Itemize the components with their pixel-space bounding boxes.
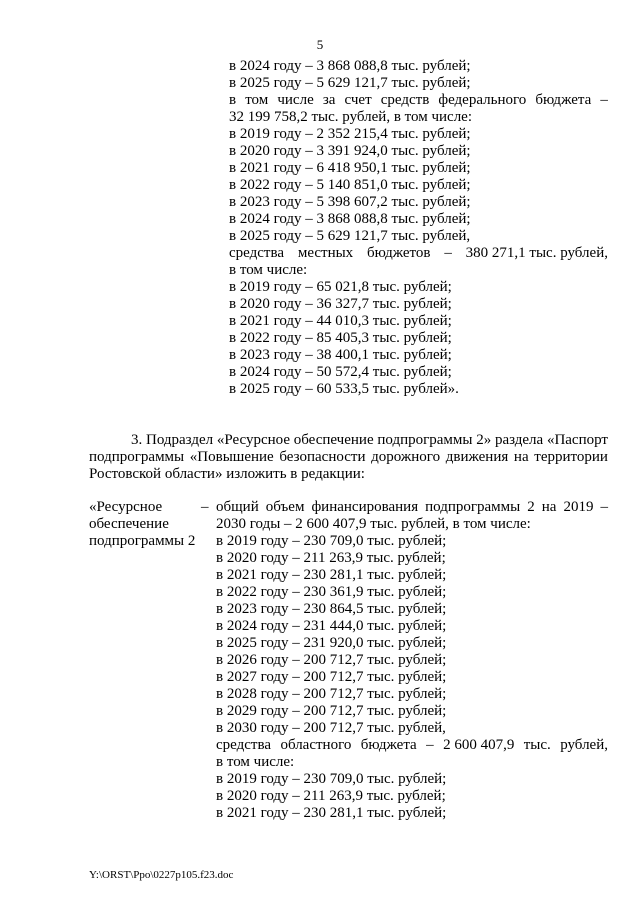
subprogram-year-line: в 2024 году – 231 444,0 тыс. рублей;	[216, 618, 447, 634]
word: –	[600, 92, 608, 108]
word: раздела	[494, 432, 544, 448]
word: 3.	[131, 432, 143, 448]
subprogram-year-line: в 2021 году – 230 281,1 тыс. рублей;	[216, 567, 447, 583]
federal-year-line: в 2020 году – 3 391 924,0 тыс. рублей;	[229, 143, 471, 159]
word: федерального	[438, 92, 527, 108]
subprogram-year-line: в 2023 году – 230 864,5 тыс. рублей;	[216, 601, 447, 617]
word: 2019	[563, 499, 594, 515]
subprogram-year-line: в 2027 году – 200 712,7 тыс. рублей;	[216, 669, 447, 685]
word: 2	[527, 499, 535, 515]
regional-sub: в том числе:	[216, 754, 295, 770]
word: том	[245, 92, 269, 108]
word: бюджета	[360, 737, 417, 753]
resource-label: подпрограммы 2	[89, 533, 196, 549]
federal-year-line: в 2021 году – 6 418 950,1 тыс. рублей;	[229, 160, 471, 176]
word: объем	[265, 499, 305, 515]
word: –	[426, 737, 434, 753]
word: общий	[216, 499, 259, 515]
subprogram-year-line: в 2026 году – 200 712,7 тыс. рублей;	[216, 652, 447, 668]
local-year-line: в 2020 году – 36 327,7 тыс. рублей;	[229, 296, 452, 312]
word: «Повышение	[189, 449, 274, 465]
local-year-line: в 2023 году – 38 400,1 тыс. рублей;	[229, 347, 452, 363]
local-year-line: в 2019 году – 65 021,8 тыс. рублей;	[229, 279, 452, 295]
section3-line2	[89, 449, 608, 466]
word: безопасности	[279, 449, 366, 465]
subprogram-year-line: в 2025 году – 231 920,0 тыс. рублей;	[216, 635, 447, 651]
local-year-line: в 2025 году – 60 533,5 тыс. рублей».	[229, 381, 459, 397]
subprogram-year-line: в 2019 году – 230 709,0 тыс. рублей;	[216, 533, 447, 549]
word: на	[541, 499, 557, 515]
word: местных	[297, 245, 354, 261]
word: –	[600, 499, 608, 515]
file-path-footer: Y:\ORST\Ppo\0227p105.f23.doc	[89, 869, 234, 881]
word: подпрограммы	[89, 449, 185, 465]
federal-year-line: в 2022 году – 5 140 851,0 тыс. рублей;	[229, 177, 471, 193]
subprogram-year-line: в 2029 году – 200 712,7 тыс. рублей;	[216, 703, 447, 719]
section3-line1	[131, 432, 608, 449]
word: подпрограммы	[377, 432, 473, 448]
word: «Ресурсное	[216, 432, 291, 448]
word: подпрограммы	[425, 499, 521, 515]
section3-line3: Ростовской области» изложить в редакции:	[89, 466, 365, 482]
word: на	[513, 449, 529, 465]
word: –	[444, 245, 452, 261]
federal-year-line: в 2024 году – 3 868 088,8 тыс. рублей;	[229, 211, 471, 227]
word: 2»	[476, 432, 492, 448]
word: 380 271,1 тыс. рублей,	[465, 245, 608, 261]
word: обеспечение	[293, 432, 374, 448]
local-year-line: в 2022 году – 85 405,3 тыс. рублей;	[229, 330, 452, 346]
regional-heading	[216, 737, 608, 754]
subprogram-year-line: в 2022 году – 230 361,9 тыс. рублей;	[216, 584, 447, 600]
federal-year-line: в 2023 году – 5 398 607,2 тыс. рублей;	[229, 194, 471, 210]
word: счет	[344, 92, 372, 108]
word: «Паспорт	[546, 432, 608, 448]
funding-line: в 2025 году – 5 629 121,7 тыс. рублей;	[229, 75, 471, 91]
word: средства	[216, 737, 272, 753]
table-dash: –	[201, 499, 209, 515]
subprogram-year-line: в 2030 году – 200 712,7 тыс. рублей,	[216, 720, 446, 736]
local-heading	[229, 245, 608, 262]
word: бюджетов	[367, 245, 431, 261]
local-sub: в том числе:	[229, 262, 308, 278]
regional-year-line: в 2020 году – 211 263,9 тыс. рублей;	[216, 788, 446, 804]
word: территории	[534, 449, 608, 465]
regional-year-line: в 2021 году – 230 281,1 тыс. рублей;	[216, 805, 447, 821]
word: за	[322, 92, 336, 108]
word: рублей,	[560, 737, 608, 753]
federal-total: 32 199 758,2 тыс. рублей, в том числе:	[229, 109, 473, 125]
word: тыс.	[523, 737, 551, 753]
subprogram-year-line: в 2028 году – 200 712,7 тыс. рублей;	[216, 686, 447, 702]
resource-label: «Ресурсное	[89, 499, 163, 515]
total-line1	[216, 499, 608, 516]
word: Подраздел	[145, 432, 214, 448]
local-year-line: в 2024 году – 50 572,4 тыс. рублей;	[229, 364, 452, 380]
word: финансирования	[311, 499, 419, 515]
regional-year-line: в 2019 году – 230 709,0 тыс. рублей;	[216, 771, 447, 787]
word: областного	[280, 737, 352, 753]
word: числе	[277, 92, 314, 108]
funding-line: в 2024 году – 3 868 088,8 тыс. рублей;	[229, 58, 471, 74]
word: в	[229, 92, 237, 108]
word: средств	[380, 92, 430, 108]
word: средства	[229, 245, 285, 261]
subprogram-year-line: в 2020 году – 211 263,9 тыс. рублей;	[216, 550, 446, 566]
word: 2 600 407,9	[443, 737, 515, 753]
federal-heading	[229, 92, 608, 109]
local-year-line: в 2021 году – 44 010,3 тыс. рублей;	[229, 313, 452, 329]
word: движения	[445, 449, 509, 465]
resource-label: обеспечение	[89, 516, 169, 532]
page-number: 5	[316, 37, 324, 52]
word: бюджета	[535, 92, 592, 108]
total-line2: 2030 годы – 2 600 407,9 тыс. рублей, в том числе:	[216, 516, 531, 532]
word: дорожного	[371, 449, 441, 465]
federal-year-line: в 2025 году – 5 629 121,7 тыс. рублей,	[229, 228, 471, 244]
federal-year-line: в 2019 году – 2 352 215,4 тыс. рублей;	[229, 126, 471, 142]
